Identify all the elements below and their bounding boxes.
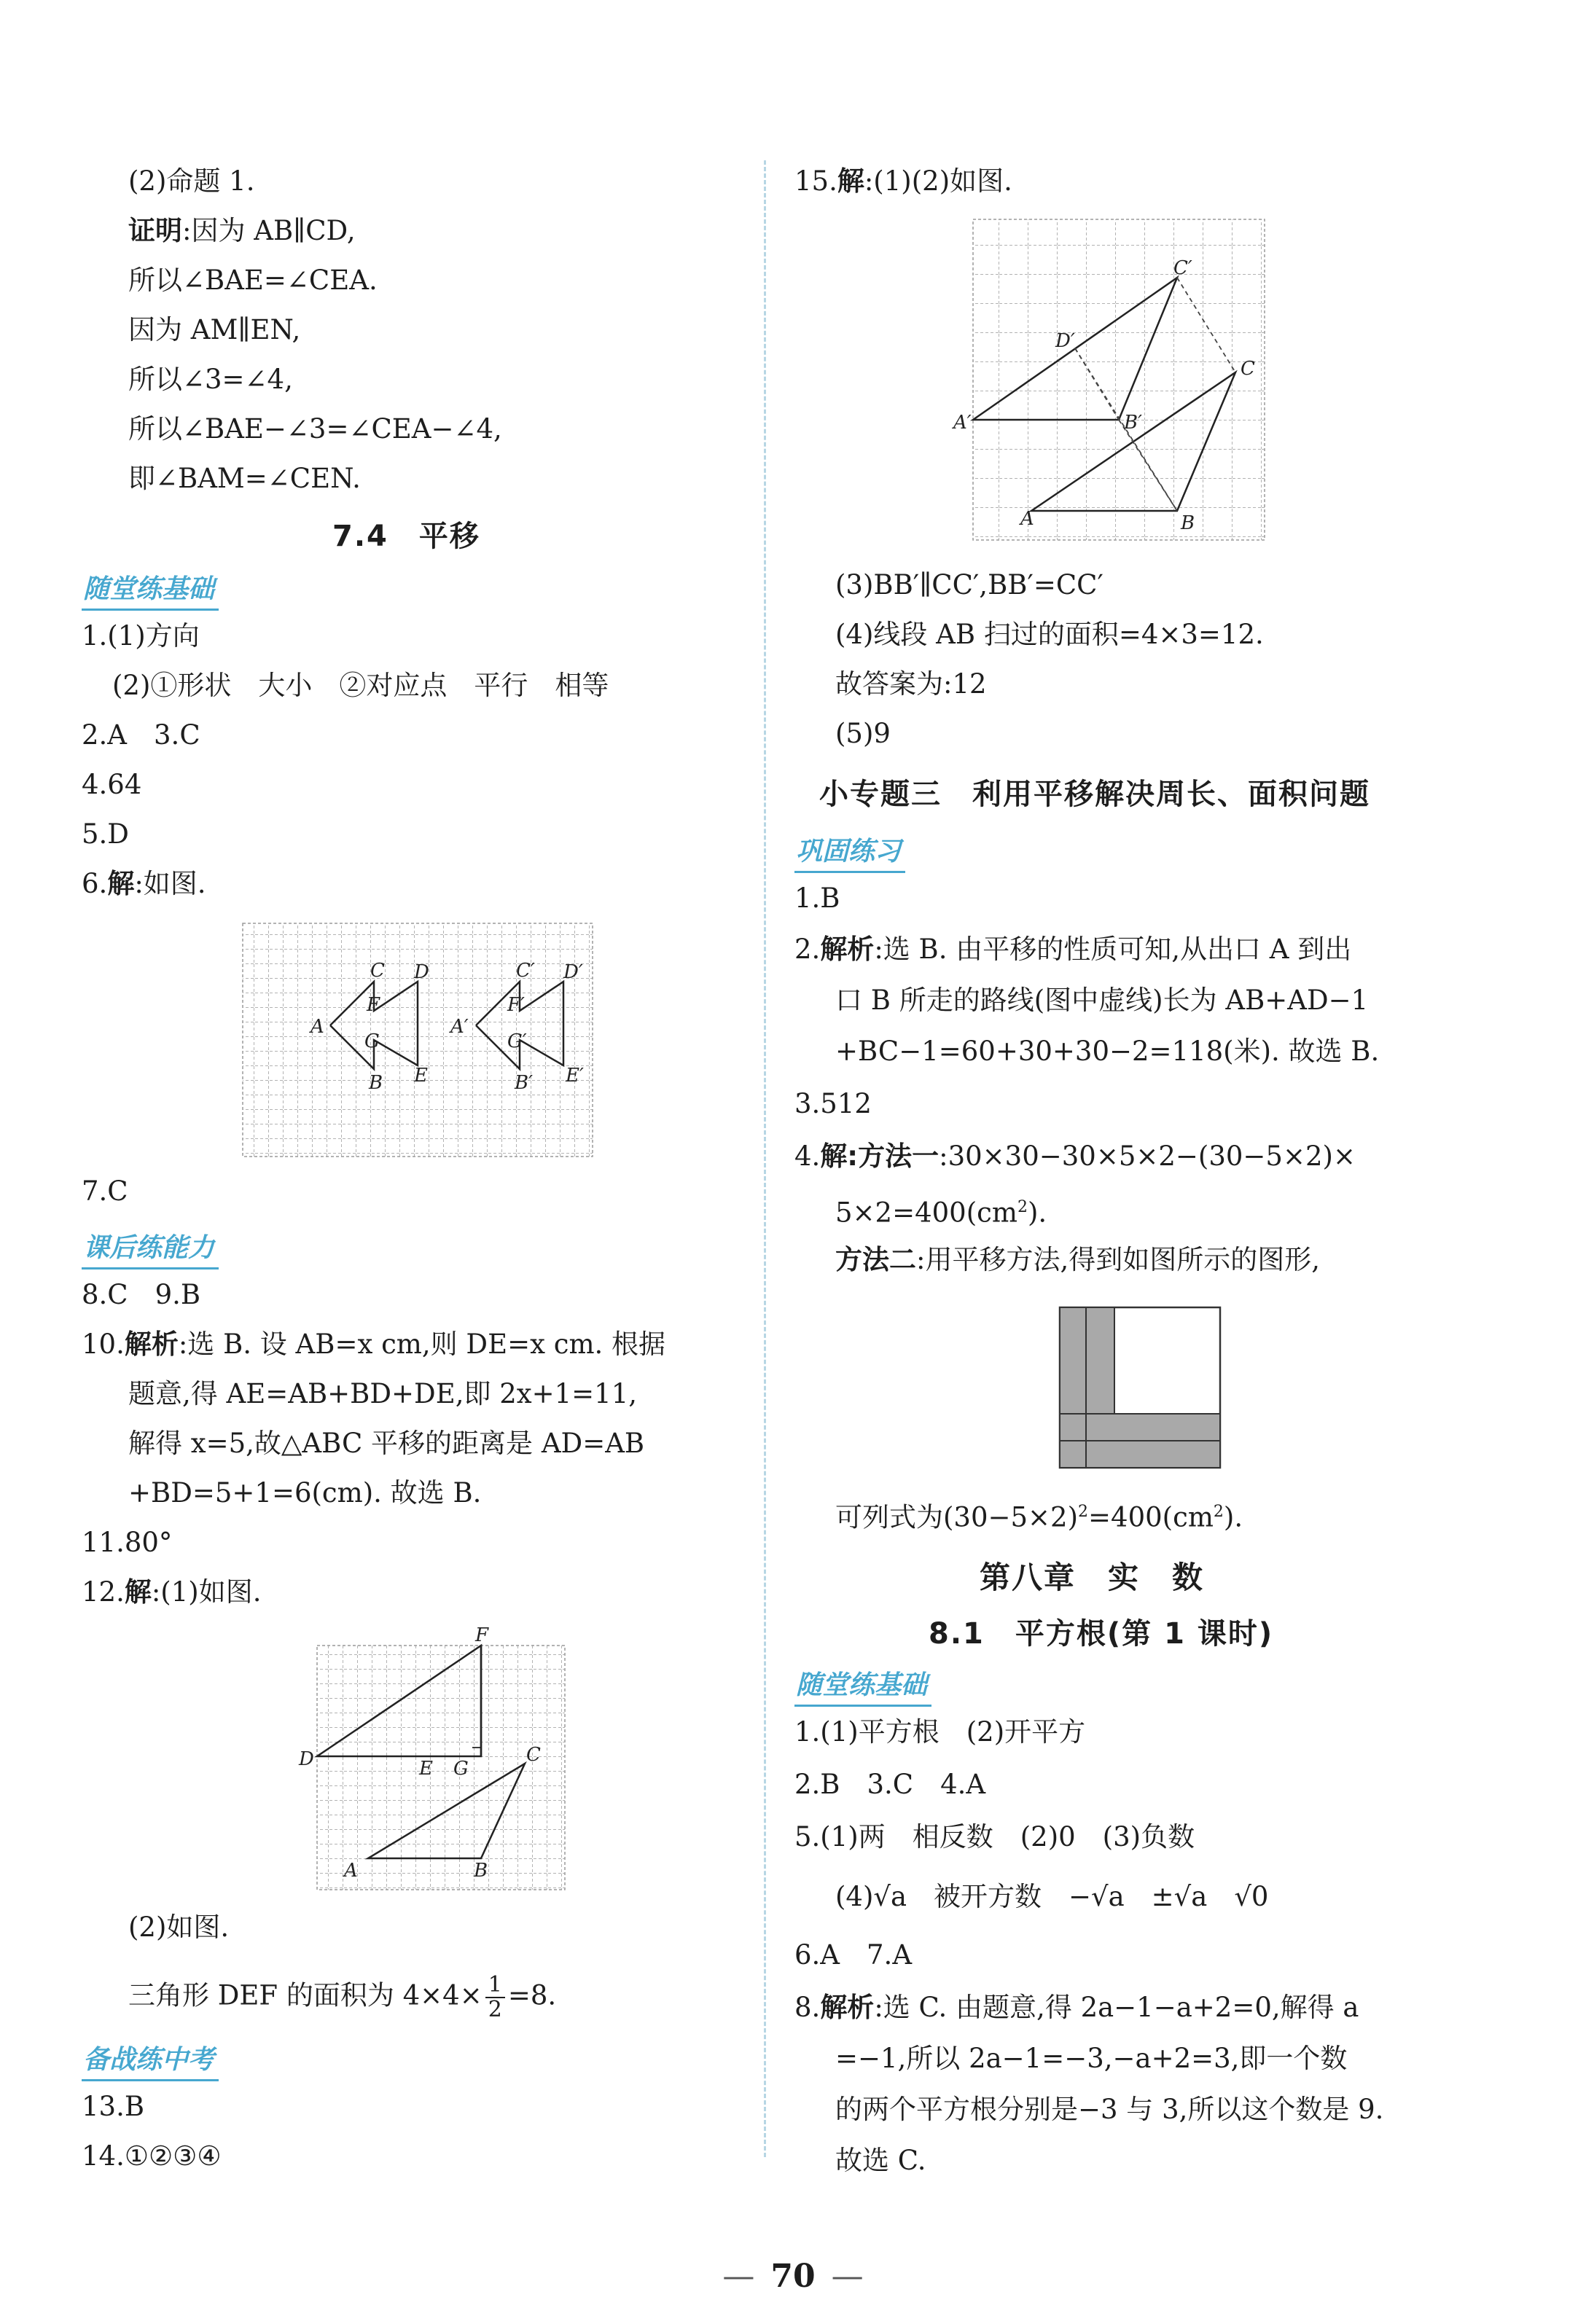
- answer-line: +BD=5+1=6(cm). 故选 B.: [128, 1477, 482, 1509]
- answer-line: 3.512: [794, 1088, 872, 1119]
- label-F: F: [367, 994, 380, 1016]
- fraction-denominator: 2: [488, 1997, 502, 2022]
- answer-line: 即∠BAM=∠CEN.: [128, 463, 361, 494]
- label-A: A: [1020, 508, 1034, 530]
- analysis-label: 解析: [820, 1992, 875, 2023]
- answer-line: [128, 214, 356, 248]
- answer-line: 故答案为:12: [835, 668, 987, 700]
- answer-line: 4.64: [82, 769, 142, 800]
- answer-line: (5)9: [835, 718, 891, 749]
- method-one-label: 解:方法一: [820, 1141, 940, 1172]
- answer-number: 12.: [82, 1576, 125, 1608]
- answer-text: ).: [1027, 1197, 1047, 1229]
- label-A: A: [344, 1860, 358, 1882]
- answer-text: :(1)(2)如图.: [864, 165, 1012, 197]
- answer-line: [794, 165, 1012, 198]
- answer-text: :如图.: [134, 868, 206, 899]
- proof-label: 证明: [128, 215, 182, 246]
- solution-label: 解: [837, 165, 864, 197]
- answer-line: [128, 1973, 556, 2022]
- page-number: 70: [770, 2258, 816, 2295]
- answer-text: ).: [1223, 1501, 1243, 1533]
- footer-dash: —: [722, 2258, 755, 2295]
- page-footer: [0, 2258, 1586, 2295]
- answer-line: 1.(1)平方根 (2)开平方: [794, 1716, 1086, 1748]
- answer-line: 5.D: [82, 818, 129, 850]
- topic-title-3: 小专题三 利用平移解决周长、面积问题: [819, 778, 1370, 811]
- answer-line: 14.①②③④: [82, 2140, 222, 2172]
- label-E: E: [419, 1758, 433, 1780]
- answer-line: 5.(1)两 相反数 (2)0 (3)负数: [794, 1821, 1195, 1852]
- label-D: D: [414, 961, 429, 983]
- tag-after-class: 课后练能力: [82, 1227, 219, 1269]
- label-D: D: [299, 1748, 314, 1770]
- answer-line: 1.(1)方向: [82, 620, 200, 652]
- answer-line: [794, 1991, 1359, 2024]
- label-C-prime: C′: [1173, 257, 1192, 279]
- answer-line: 2.B 3.C 4.A: [794, 1769, 986, 1800]
- answer-line: 所以∠3=∠4,: [128, 364, 293, 395]
- tag-basic-practice: 随堂练基础: [794, 1664, 931, 1707]
- figure-12-triangles: [299, 1625, 569, 1895]
- column-divider: [764, 160, 766, 2157]
- superscript: 2: [1213, 1503, 1224, 1521]
- answer-line: +BC−1=60+30+30−2=118(米). 故选 B.: [835, 1036, 1380, 1067]
- answer-line: 2.A 3.C: [82, 719, 200, 751]
- answer-line: 题意,得 AE=AB+BD+DE,即 2x+1=11,: [128, 1378, 638, 1409]
- answer-line: (3)BB′∥CC′,BB′=CC′: [835, 569, 1103, 600]
- figure-15-translation: [953, 216, 1276, 551]
- tag-consolidation: 巩固练习: [794, 831, 905, 873]
- answer-line: 7.C: [82, 1175, 128, 1207]
- answer-number: 15.: [794, 165, 837, 197]
- solution-label: 解: [107, 868, 135, 899]
- answer-text: :30×30−30×5×2−(30−5×2)×: [939, 1141, 1356, 1172]
- answer-number: 10.: [82, 1329, 125, 1360]
- label-D-prime: D′: [563, 961, 583, 983]
- answer-line: 的两个平方根分别是−3 与 3,所以这个数是 9.: [835, 2094, 1384, 2125]
- tag-exam-prep: 备战练中考: [82, 2039, 219, 2081]
- answer-line: (2)命题 1.: [128, 165, 255, 197]
- figure-square-shaded: [1057, 1304, 1224, 1472]
- label-D-prime: D′: [1055, 330, 1075, 352]
- answer-text: =400(cm: [1088, 1501, 1214, 1533]
- answer-line: (2)如图.: [128, 1912, 230, 1943]
- answer-line: 13.B: [82, 2091, 145, 2122]
- analysis-label: 解析: [124, 1329, 179, 1360]
- answer-line: [835, 1495, 1243, 1534]
- label-B: B: [369, 1072, 383, 1094]
- label-G: G: [364, 1030, 380, 1052]
- label-G-prime: G′: [507, 1030, 527, 1052]
- answer-line: (4)√a 被开方数 −√a ±√a √0: [835, 1881, 1269, 1912]
- answer-text: 可列式为(30−5×2): [835, 1501, 1079, 1533]
- label-A-prime: A′: [953, 412, 972, 434]
- superscript: 2: [1078, 1503, 1089, 1521]
- answer-line: [82, 867, 206, 901]
- fraction-numerator: 1: [485, 1973, 505, 1998]
- label-F-prime: F′: [507, 994, 525, 1016]
- label-G: G: [453, 1758, 469, 1780]
- label-A-prime: A′: [450, 1016, 469, 1038]
- section-title-8-1: 8.1 平方根(第 1 课时): [929, 1617, 1274, 1651]
- fraction-one-half: [485, 1973, 505, 2022]
- answer-text: :选 B. 由平移的性质可知,从出口 A 到出: [874, 934, 1352, 965]
- analysis-label: 解析: [820, 934, 875, 965]
- answer-text: 三角形 DEF 的面积为 4×4×: [128, 1979, 483, 2011]
- label-F: F: [475, 1624, 489, 1646]
- section-title-7-4: 7.4 平移: [332, 520, 480, 553]
- answer-line: [835, 1191, 1047, 1229]
- label-B: B: [474, 1860, 488, 1882]
- answer-text: 5×2=400(cm: [835, 1197, 1017, 1229]
- answer-line: [794, 1140, 1356, 1173]
- answer-line: 解得 x=5,故△ABC 平移的距离是 AD=AB: [128, 1428, 645, 1459]
- label-C-prime: C′: [516, 960, 535, 982]
- solution-label: 解: [124, 1576, 152, 1608]
- answer-line: [835, 1243, 1320, 1277]
- answer-number: 2.: [794, 934, 821, 965]
- method-two-label: 方法二: [835, 1244, 916, 1275]
- answer-line: (2)①形状 大小 ②对应点 平行 相等: [112, 670, 609, 701]
- answer-line: [82, 1576, 261, 1609]
- answer-text: :(1)如图.: [151, 1576, 262, 1608]
- answer-text: :用平移方法,得到如图所示的图形,: [916, 1244, 1320, 1275]
- answer-number: 6.: [82, 868, 108, 899]
- answer-line: 8.C 9.B: [82, 1279, 201, 1310]
- label-C: C: [1241, 358, 1255, 380]
- label-E-prime: E′: [566, 1065, 584, 1087]
- answer-line: (4)线段 AB 扫过的面积=4×3=12.: [835, 619, 1264, 650]
- answer-line: 因为 AM∥EN,: [128, 314, 301, 345]
- footer-dash: —: [831, 2258, 864, 2295]
- label-C: C: [526, 1744, 541, 1766]
- answer-line: 所以∠BAE−∠3=∠CEA−∠4,: [128, 413, 502, 445]
- tag-basic-practice: 随堂练基础: [82, 568, 219, 611]
- figure-6-translation: [239, 920, 603, 1160]
- grid: [317, 1646, 565, 1890]
- chapter-title-8: 第八章 实 数: [980, 1560, 1205, 1595]
- answer-number: 8.: [794, 1992, 821, 2023]
- label-B: B: [1181, 512, 1195, 534]
- answer-line: 口 B 所走的路线(图中虚线)长为 AB+AD−1: [835, 985, 1369, 1016]
- answer-line: 故选 C.: [835, 2145, 926, 2176]
- label-A: A: [310, 1016, 324, 1038]
- label-E: E: [414, 1065, 428, 1087]
- answer-line: 1.B: [794, 883, 840, 914]
- answer-line: 所以∠BAE=∠CEA.: [128, 265, 378, 296]
- answer-line: [794, 933, 1351, 966]
- answer-line: 6.A 7.A: [794, 1939, 913, 1971]
- answer-text: =8.: [507, 1979, 557, 2011]
- proof-text: :因为 AB∥CD,: [182, 215, 356, 246]
- answer-text: :选 C. 由题意,得 2a−1−a+2=0,解得 a: [874, 1992, 1359, 2023]
- label-B-prime: B′: [1124, 412, 1143, 434]
- answer-line: [82, 1328, 665, 1361]
- answer-line: =−1,所以 2a−1=−3,−a+2=3,即一个数: [835, 2043, 1348, 2074]
- answer-text: :选 B. 设 AB=x cm,则 DE=x cm. 根据: [178, 1329, 666, 1360]
- grid: [973, 219, 1265, 540]
- answer-line: 11.80°: [82, 1527, 173, 1558]
- answer-number: 4.: [794, 1141, 821, 1172]
- superscript: 2: [1017, 1198, 1028, 1216]
- label-B-prime: B′: [515, 1072, 534, 1094]
- label-C: C: [370, 960, 385, 982]
